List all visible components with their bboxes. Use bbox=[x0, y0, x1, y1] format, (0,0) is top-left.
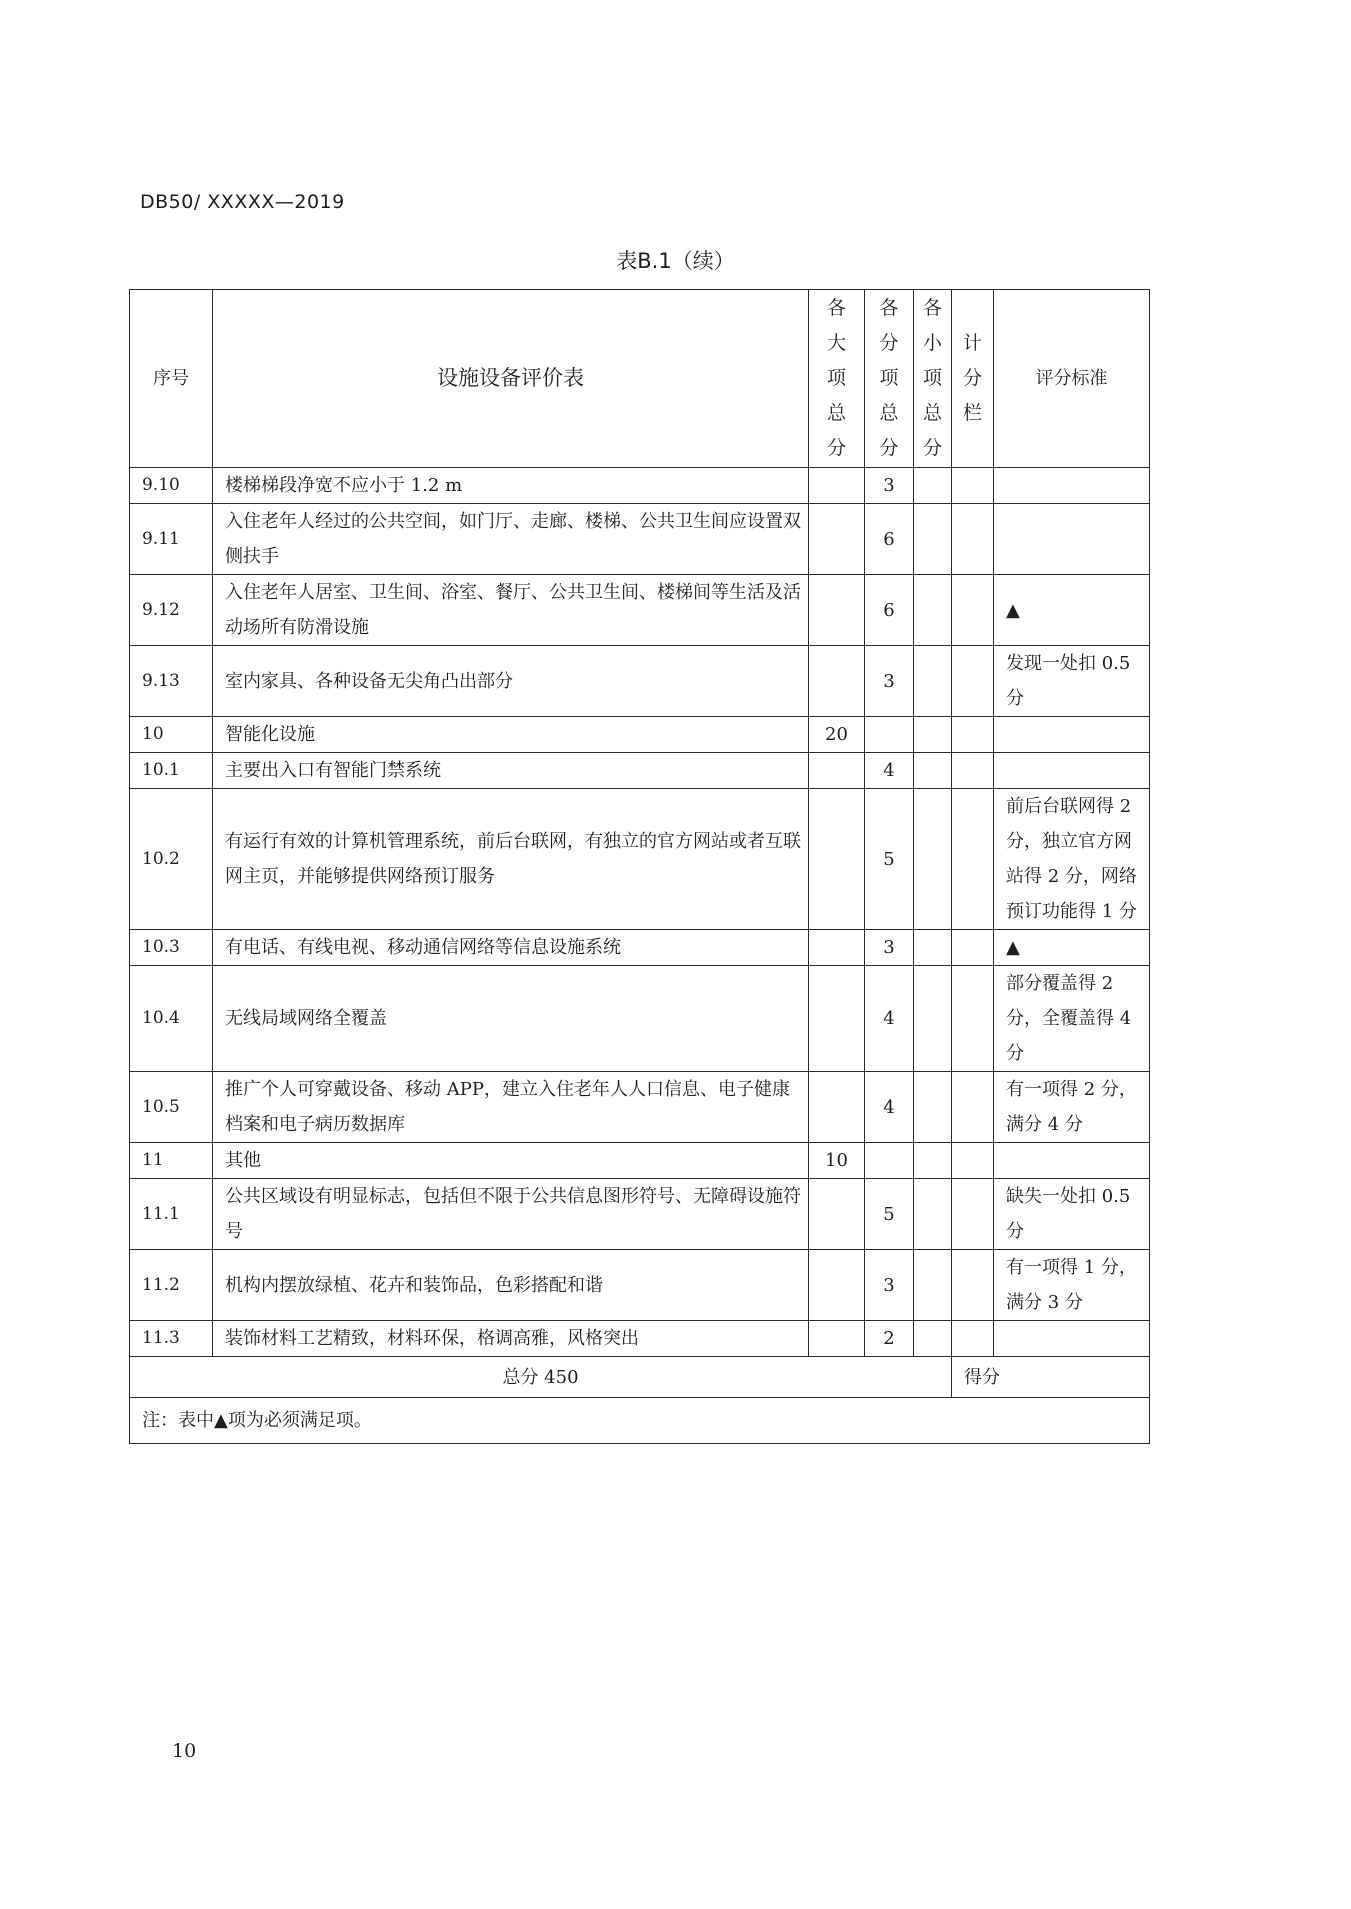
row-seq: 10.4 bbox=[130, 966, 213, 1072]
row-section-title: 智能化设施 bbox=[213, 717, 809, 753]
row-item: 入住老年人经过的公共空间，如门厅、走廊、楼梯、公共卫生间应设置双侧扶手 bbox=[213, 504, 809, 575]
row-minor-score bbox=[914, 646, 952, 717]
row-seq: 9.12 bbox=[130, 575, 213, 646]
row-sub-score: 3 bbox=[865, 468, 914, 504]
row-sub-score bbox=[865, 717, 914, 753]
row-sub-score: 3 bbox=[865, 646, 914, 717]
table-row bbox=[130, 1179, 1150, 1250]
row-item: 无线局域网络全覆盖 bbox=[213, 966, 809, 1072]
header-minor-total: 各 小 项 总 分 bbox=[914, 290, 952, 468]
document-code: DB50/ XXXXX—2019 bbox=[140, 191, 345, 213]
row-item: 机构内摆放绿植、花卉和装饰品，色彩搭配和谐 bbox=[213, 1250, 809, 1321]
table-row bbox=[130, 1072, 1150, 1143]
row-score-cell bbox=[952, 753, 994, 789]
row-sub-score: 4 bbox=[865, 1072, 914, 1143]
row-sub-score: 6 bbox=[865, 504, 914, 575]
row-criteria-mandatory-mark: ▲ bbox=[994, 930, 1150, 966]
row-score-cell bbox=[952, 1250, 994, 1321]
row-score-cell bbox=[952, 789, 994, 930]
header-major-total: 各 大 项 总 分 bbox=[809, 290, 865, 468]
table-row bbox=[130, 504, 1150, 575]
row-criteria: 有一项得 2 分，满分 4 分 bbox=[994, 1072, 1150, 1143]
row-score-cell bbox=[952, 966, 994, 1072]
row-major-score bbox=[809, 1179, 865, 1250]
row-score-cell bbox=[952, 930, 994, 966]
row-minor-score bbox=[914, 1179, 952, 1250]
row-major-score bbox=[809, 753, 865, 789]
table-row bbox=[130, 575, 1150, 646]
row-score-cell bbox=[952, 1321, 994, 1357]
row-seq: 9.10 bbox=[130, 468, 213, 504]
table-note: 注：表中▲项为必须满足项。 bbox=[130, 1398, 1150, 1444]
row-criteria bbox=[994, 753, 1150, 789]
table-header-row bbox=[130, 290, 1150, 468]
row-major-score bbox=[809, 468, 865, 504]
total-score-label: 总分 450 bbox=[130, 1357, 952, 1398]
row-item: 有运行有效的计算机管理系统，前后台联网，有独立的官方网站或者互联网主页，并能够提供网络预订服务 bbox=[213, 789, 809, 930]
row-score-cell bbox=[952, 646, 994, 717]
row-minor-score bbox=[914, 1072, 952, 1143]
table-row-section bbox=[130, 717, 1150, 753]
row-major-score bbox=[809, 1250, 865, 1321]
row-major-score bbox=[809, 575, 865, 646]
row-score-cell bbox=[952, 1143, 994, 1179]
page-number: 10 bbox=[172, 1740, 197, 1762]
row-criteria bbox=[994, 504, 1150, 575]
table-row bbox=[130, 930, 1150, 966]
row-minor-score bbox=[914, 468, 952, 504]
row-sub-score: 5 bbox=[865, 789, 914, 930]
table-row-section bbox=[130, 1143, 1150, 1179]
row-score-cell bbox=[952, 504, 994, 575]
row-seq: 9.13 bbox=[130, 646, 213, 717]
row-seq: 11.2 bbox=[130, 1250, 213, 1321]
header-name: 设施设备评价表 bbox=[213, 290, 809, 468]
row-minor-score bbox=[914, 1250, 952, 1321]
header-sub-total: 各 分 项 总 分 bbox=[865, 290, 914, 468]
row-criteria bbox=[994, 468, 1150, 504]
row-minor-score bbox=[914, 930, 952, 966]
row-criteria: 发现一处扣 0.5 分 bbox=[994, 646, 1150, 717]
row-sub-score: 4 bbox=[865, 966, 914, 1072]
row-section-title: 其他 bbox=[213, 1143, 809, 1179]
row-criteria: 前后台联网得 2 分，独立官方网站得 2 分，网络预订功能得 1 分 bbox=[994, 789, 1150, 930]
table-row bbox=[130, 1250, 1150, 1321]
total-row bbox=[130, 1357, 1150, 1398]
row-seq: 10.3 bbox=[130, 930, 213, 966]
row-criteria bbox=[994, 717, 1150, 753]
row-minor-score bbox=[914, 753, 952, 789]
row-minor-score bbox=[914, 717, 952, 753]
row-item: 有电话、有线电视、移动通信网络等信息设施系统 bbox=[213, 930, 809, 966]
row-sub-score bbox=[865, 1143, 914, 1179]
row-criteria bbox=[994, 1321, 1150, 1357]
row-major-score: 20 bbox=[809, 717, 865, 753]
row-item: 公共区域设有明显标志，包括但不限于公共信息图形符号、无障碍设施符号 bbox=[213, 1179, 809, 1250]
row-score-cell bbox=[952, 1072, 994, 1143]
row-major-score bbox=[809, 1321, 865, 1357]
row-criteria: 部分覆盖得 2 分，全覆盖得 4 分 bbox=[994, 966, 1150, 1072]
row-seq: 11 bbox=[130, 1143, 213, 1179]
row-seq: 11.3 bbox=[130, 1321, 213, 1357]
row-seq: 10.1 bbox=[130, 753, 213, 789]
row-item: 入住老年人居室、卫生间、浴室、餐厅、公共卫生间、楼梯间等生活及活动场所有防滑设施 bbox=[213, 575, 809, 646]
row-item: 室内家具、各种设备无尖角凸出部分 bbox=[213, 646, 809, 717]
row-minor-score bbox=[914, 575, 952, 646]
row-score-cell bbox=[952, 468, 994, 504]
row-criteria-mandatory-mark: ▲ bbox=[994, 575, 1150, 646]
row-criteria: 缺失一处扣 0.5 分 bbox=[994, 1179, 1150, 1250]
row-item: 推广个人可穿戴设备、移动 APP，建立入住老年人人口信息、电子健康档案和电子病历数据库 bbox=[213, 1072, 809, 1143]
header-seq: 序号 bbox=[130, 290, 213, 468]
table-row bbox=[130, 753, 1150, 789]
row-major-score bbox=[809, 504, 865, 575]
row-criteria: 有一项得 1 分，满分 3 分 bbox=[994, 1250, 1150, 1321]
row-sub-score: 3 bbox=[865, 1250, 914, 1321]
row-sub-score: 6 bbox=[865, 575, 914, 646]
row-seq: 10 bbox=[130, 717, 213, 753]
row-major-score bbox=[809, 930, 865, 966]
row-major-score bbox=[809, 966, 865, 1072]
row-minor-score bbox=[914, 1143, 952, 1179]
row-sub-score: 5 bbox=[865, 1179, 914, 1250]
row-criteria bbox=[994, 1143, 1150, 1179]
note-row bbox=[130, 1398, 1150, 1444]
row-item: 主要出入口有智能门禁系统 bbox=[213, 753, 809, 789]
row-minor-score bbox=[914, 504, 952, 575]
row-score-cell bbox=[952, 575, 994, 646]
final-score-field: 得分 bbox=[952, 1357, 1150, 1398]
row-seq: 11.1 bbox=[130, 1179, 213, 1250]
row-seq: 10.5 bbox=[130, 1072, 213, 1143]
row-sub-score: 2 bbox=[865, 1321, 914, 1357]
row-major-score bbox=[809, 1072, 865, 1143]
row-sub-score: 4 bbox=[865, 753, 914, 789]
header-criteria: 评分标准 bbox=[994, 290, 1150, 468]
row-minor-score bbox=[914, 789, 952, 930]
row-major-score bbox=[809, 646, 865, 717]
table-row bbox=[130, 468, 1150, 504]
evaluation-table bbox=[129, 289, 1150, 1444]
table-row bbox=[130, 1321, 1150, 1357]
table-row bbox=[130, 646, 1150, 717]
row-item: 楼梯梯段净宽不应小于 1.2 m bbox=[213, 468, 809, 504]
row-sub-score: 3 bbox=[865, 930, 914, 966]
table-row bbox=[130, 966, 1150, 1072]
table-title: 表B.1（续） bbox=[616, 249, 735, 273]
row-item: 装饰材料工艺精致，材料环保，格调高雅，风格突出 bbox=[213, 1321, 809, 1357]
header-score-column: 计 分 栏 bbox=[952, 290, 994, 468]
row-minor-score bbox=[914, 1321, 952, 1357]
row-score-cell bbox=[952, 1179, 994, 1250]
row-major-score bbox=[809, 789, 865, 930]
row-score-cell bbox=[952, 717, 994, 753]
row-seq: 9.11 bbox=[130, 504, 213, 575]
row-seq: 10.2 bbox=[130, 789, 213, 930]
table-row bbox=[130, 789, 1150, 930]
row-minor-score bbox=[914, 966, 952, 1072]
row-major-score: 10 bbox=[809, 1143, 865, 1179]
